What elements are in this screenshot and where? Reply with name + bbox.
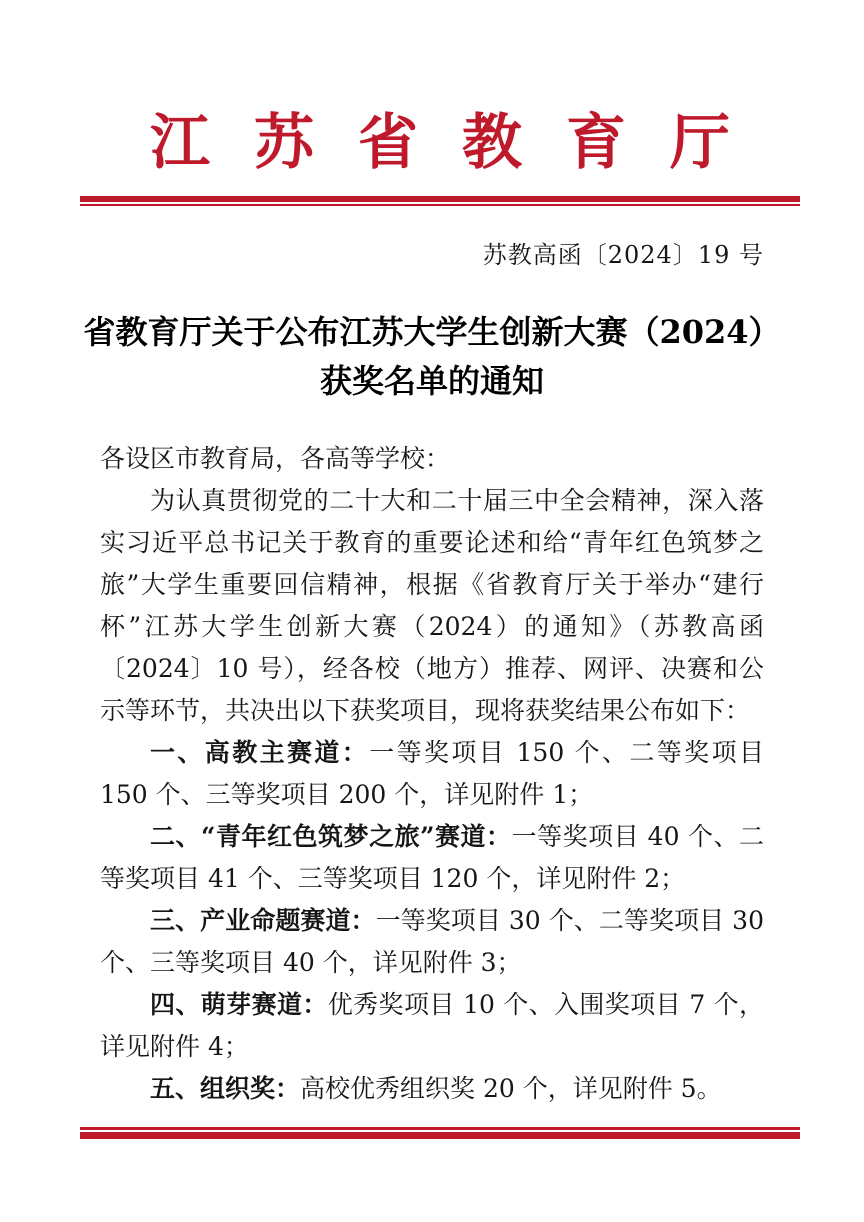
award-item-main-track-text: 一等奖项目 150 个、二等奖项目 150 个、三等奖项目 200 个，详见附件 1；	[100, 738, 764, 809]
letterhead	[80, 106, 800, 206]
award-item-industry-track-label: 三、产业命题赛道：	[150, 906, 376, 935]
award-item-sprout-track-label: 四、萌芽赛道：	[150, 990, 328, 1019]
award-item-sprout-track	[100, 984, 764, 1068]
award-item-industry-track-text: 一等奖项目 30 个、二等奖项目 30 个、三等奖项目 40 个，详见附件 3；	[100, 906, 764, 977]
header-rule-thin	[80, 204, 800, 206]
award-item-organization	[100, 1068, 764, 1110]
notice-title-line-2: 获奖名单的通知	[319, 362, 544, 400]
award-item-red-journey-track	[100, 816, 764, 900]
doc-number: 苏教高函〔2024〕19 号	[482, 241, 764, 269]
intro-paragraph	[100, 480, 764, 732]
award-item-organization-label: 五、组织奖：	[150, 1074, 301, 1103]
award-item-main-track	[100, 732, 764, 816]
award-item-sprout-track-text: 优秀奖项目 10 个、入围奖项目 7 个，详见附件 4；	[100, 990, 764, 1061]
award-item-organization-text: 高校优秀组织奖 20 个，详见附件 5。	[300, 1074, 722, 1103]
award-item-red-journey-track-label: 二、“青年红色筑梦之旅”赛道：	[150, 822, 512, 851]
notice-title-line-1: 省教育厅关于公布江苏大学生创新大赛（2024）	[83, 313, 781, 351]
footer-rule-thin	[80, 1127, 800, 1130]
award-item-red-journey-track-text: 一等奖项目 40 个、二等奖项目 41 个、三等奖项目 120 个，详见附件 2；	[100, 822, 764, 893]
notice-body	[100, 438, 764, 1110]
agency-name: 江苏省教育厅	[150, 108, 774, 178]
footer-rule	[80, 1127, 800, 1139]
intro-paragraph-text: 为认真贯彻党的二十大和二十届三中全会精神，深入落实习近平总书记关于教育的重要论述和给“青年红色筑梦之旅”大学生重要回信精神，根据《省教育厅关于举办“建行杯”江苏大学生创新大赛（2024）的通知》（苏教高函〔2024〕10 号），经各校（地方）推荐、网评、决赛和公示等环节，共决出以下获奖项目，现将获奖结果公布如下：	[100, 486, 764, 725]
notice-title	[50, 308, 814, 406]
salutation: 各设区市教育局，各高等学校：	[100, 444, 451, 473]
award-item-industry-track	[100, 900, 764, 984]
footer-rule-thick	[80, 1132, 800, 1139]
award-item-main-track-label: 一、高教主赛道：	[150, 738, 370, 767]
header-rule-thick	[80, 196, 800, 202]
